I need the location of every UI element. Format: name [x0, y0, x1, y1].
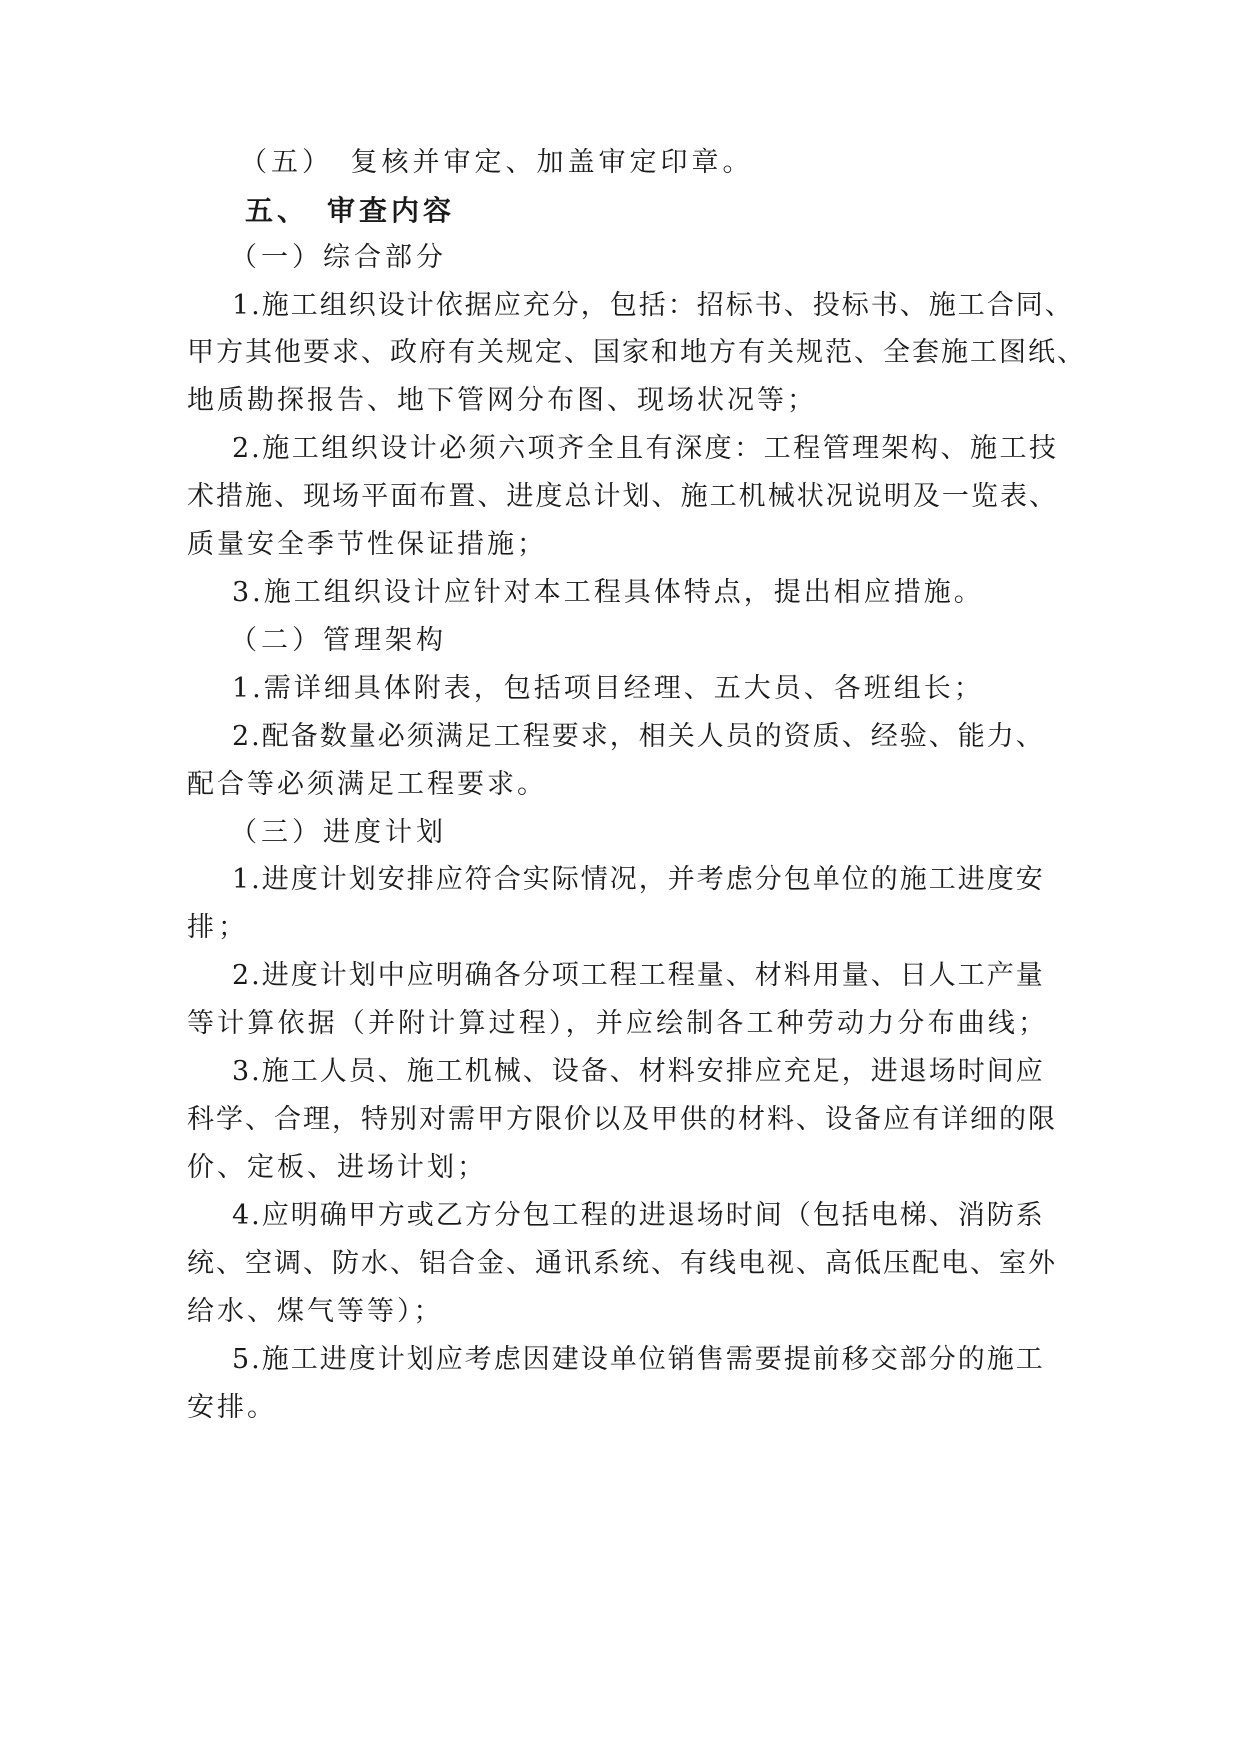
paragraph-line: 4.应明确甲方或乙方分包工程的进退场时间（包括电梯、消防系: [232, 1200, 1045, 1231]
paragraph-line: 科学、合理，特别对需甲方限价以及甲供的材料、设备应有详细的限: [187, 1104, 1057, 1135]
item-5-text: （五） 复核并审定、加盖审定印章。: [240, 147, 754, 178]
section-5-heading: 五、 审查内容: [245, 194, 456, 227]
paragraph-line: 甲方其他要求、政府有关规定、国家和地方有关规范、全套施工图纸、: [187, 337, 1086, 368]
paragraph-line: 5.施工进度计划应考虑因建设单位销售需要提前移交部分的施工: [232, 1344, 1045, 1375]
subsection-2-title: （二）管理架构: [230, 625, 447, 656]
subsection-1-title: （一）综合部分: [230, 242, 447, 273]
paragraph-line: 给水、煤气等等）；: [187, 1296, 444, 1327]
paragraph-line: 质量安全季节性保证措施；: [187, 529, 547, 560]
paragraph-line: 3.施工人员、施工机械、设备、材料安排应充足，进退场时间应: [232, 1056, 1045, 1087]
paragraph-line: 2.进度计划中应明确各分项工程工程量、材料用量、日人工产量: [232, 960, 1045, 991]
paragraph-line: 统、空调、防水、铝合金、通讯系统、有线电视、高低压配电、室外: [187, 1248, 1057, 1279]
paragraph-line: 术措施、现场平面布置、进度总计划、施工机械状况说明及一览表、: [187, 481, 1058, 512]
paragraph-line: 配合等必须满足工程要求。: [187, 769, 547, 800]
paragraph-line: 安排。: [187, 1392, 277, 1423]
paragraph-line: 2.配备数量必须满足工程要求，相关人员的资质、经验、能力、: [232, 721, 1045, 752]
paragraph-line: 地质勘探报告、地下管网分布图、现场状况等；: [187, 385, 817, 416]
subsection-3-title: （三）进度计划: [230, 817, 447, 848]
paragraph-line: 1.施工组织设计依据应充分，包括：招标书、投标书、施工合同、: [232, 290, 1074, 321]
paragraph-line: 2.施工组织设计必须六项齐全且有深度：工程管理架构、施工技: [232, 433, 1058, 464]
paragraph-line: 1.需详细具体附表，包括项目经理、五大员、各班组长；: [232, 673, 984, 704]
paragraph-line: 排；: [187, 912, 249, 943]
paragraph-line: 价、定板、进场计划；: [187, 1152, 487, 1183]
paragraph-line: 3.施工组织设计应针对本工程具体特点，提出相应措施。: [232, 577, 984, 608]
paragraph-line: 1.进度计划安排应符合实际情况，并考虑分包单位的施工进度安: [232, 864, 1045, 895]
paragraph-line: 等计算依据（并附计算过程），并应绘制各工种劳动力分布曲线；: [187, 1008, 1047, 1039]
